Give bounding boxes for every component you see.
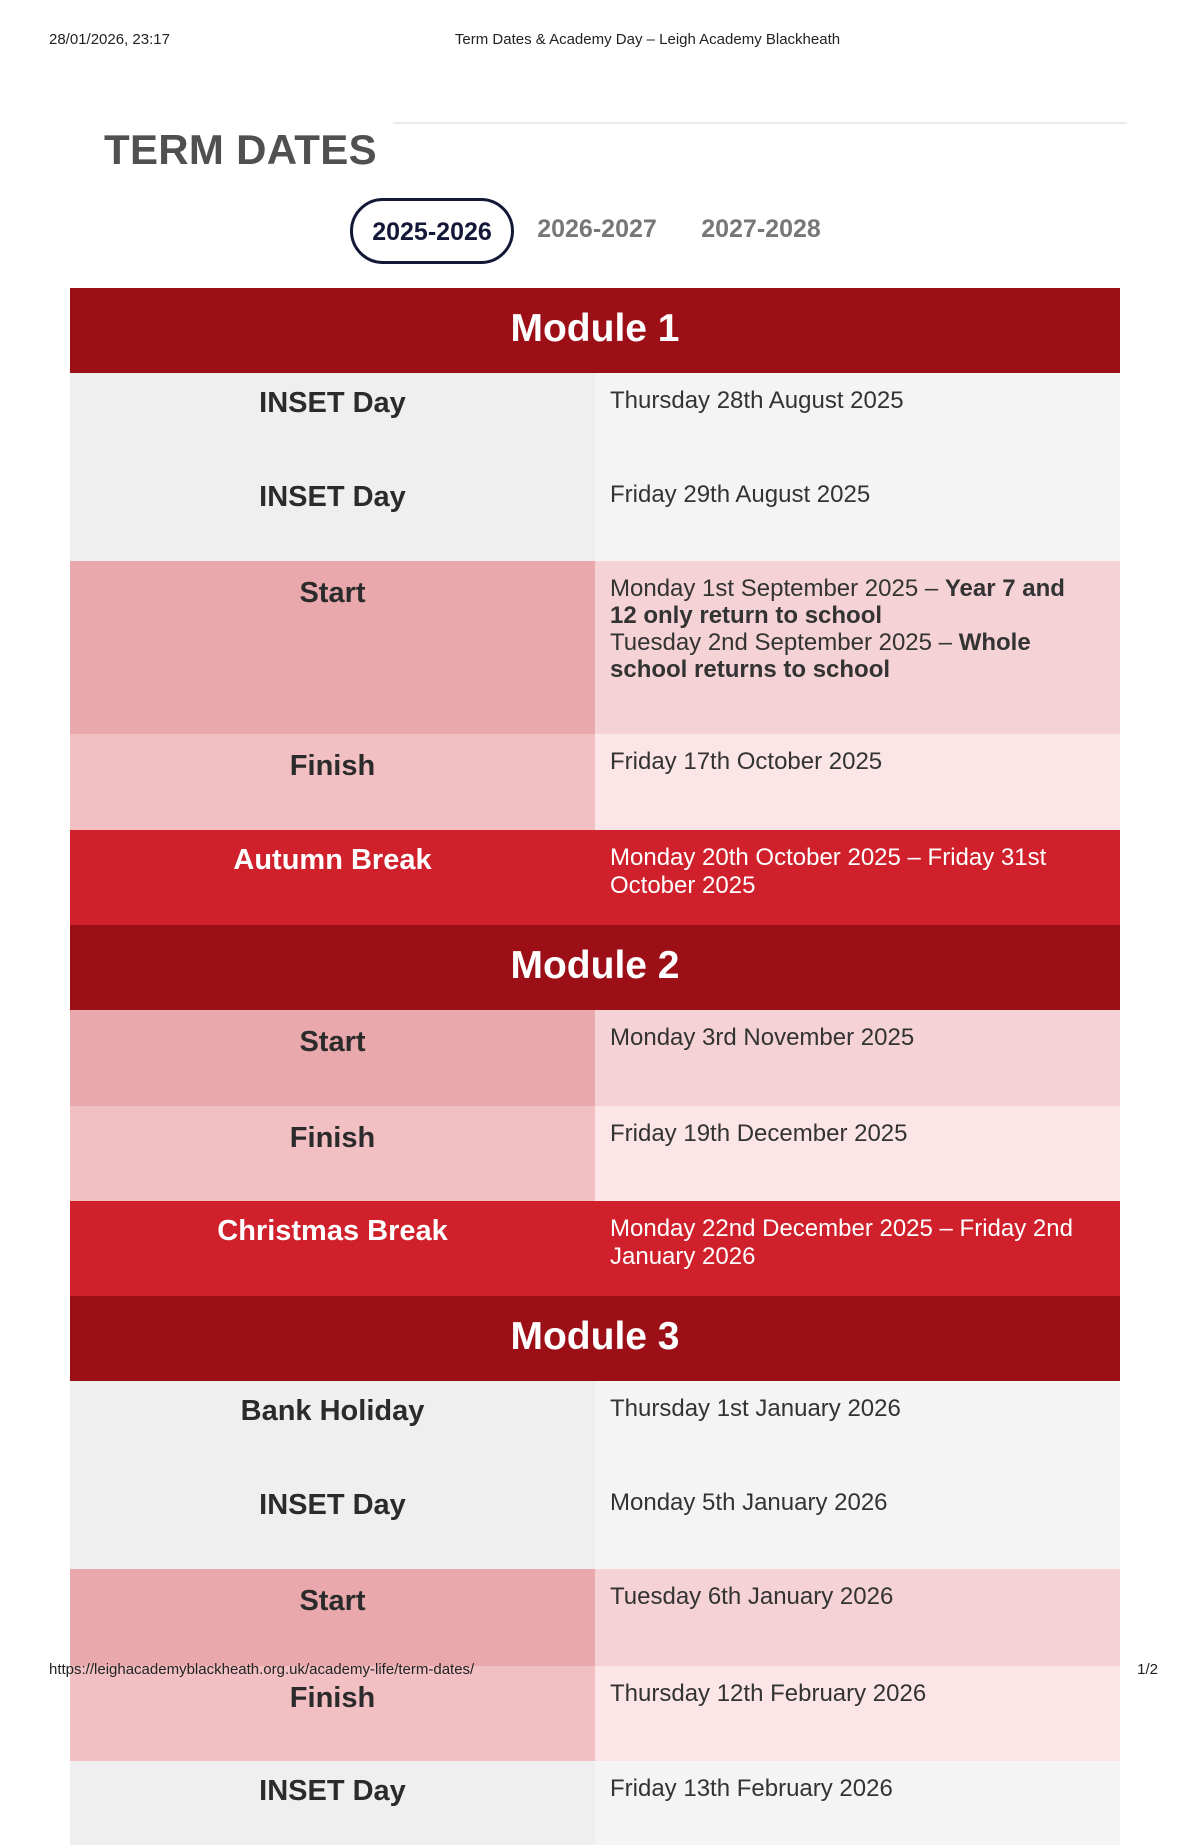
row-value-line [610,575,1098,629]
row-value: Friday 29th August 2025 [595,467,1120,561]
row-value: Monday 22nd December 2025 – Friday 2nd January 2026 [595,1201,1120,1296]
value-text: Tuesday 2nd September 2025 – [610,629,959,656]
row-value: Friday 19th December 2025 [595,1106,1120,1201]
table-row [70,1106,1120,1201]
row-label: Bank Holiday [70,1381,595,1475]
table-row [70,467,1120,561]
tab-2025-2026[interactable]: 2025-2026 [350,198,514,264]
value-emphasis: Year 7 and 12 only return to school [610,575,1065,629]
print-datetime: 28/01/2026, 23:17 [49,31,170,48]
row-label: Finish [70,1666,595,1761]
row-value: Monday 5th January 2026 [595,1475,1120,1569]
module-title: Module 3 [70,1296,1120,1381]
row-value: Tuesday 6th January 2026 [595,1569,1120,1666]
tab-2026-2027[interactable]: 2026-2027 [537,215,657,243]
row-label: Start [70,1569,595,1666]
row-value-line [610,629,1098,683]
table-row [70,1569,1120,1666]
module-title: Module 2 [70,925,1120,1010]
row-label: INSET Day [70,1761,595,1845]
row-value: Friday 17th October 2025 [595,734,1120,830]
page-title: TERM DATES [104,126,377,173]
table-row [70,1201,1120,1296]
print-page-title: Term Dates & Academy Day – Leigh Academy Blackheath [454,31,841,48]
module-header [70,1296,1120,1381]
header-divider [393,122,1127,124]
row-label: Autumn Break [70,830,595,925]
row-label: Finish [70,734,595,830]
table-row [70,1761,1120,1845]
module-title: Module 1 [70,288,1120,373]
module-header [70,288,1120,373]
tab-2027-2028[interactable]: 2027-2028 [701,215,821,243]
row-value: Monday 3rd November 2025 [595,1010,1120,1106]
row-value: Friday 13th February 2026 [595,1761,1120,1845]
value-text: Monday 1st September 2025 – [610,575,945,602]
row-value: Thursday 12th February 2026 [595,1666,1120,1761]
print-page-number: 1/2 [1137,1661,1158,1678]
value-emphasis: Whole school returns to school [610,629,1031,683]
year-tabs [0,198,1200,264]
table-row [70,734,1120,830]
row-label: Christmas Break [70,1201,595,1296]
row-value [595,561,1120,734]
table-row [70,373,1120,467]
table-row [70,561,1120,734]
term-dates-table [70,288,1120,1845]
table-row [70,1010,1120,1106]
table-row [70,1381,1120,1475]
row-value: Thursday 28th August 2025 [595,373,1120,467]
print-header [0,30,1200,50]
print-footer [0,1661,1200,1681]
row-label: INSET Day [70,1475,595,1569]
row-label: INSET Day [70,373,595,467]
module-header [70,925,1120,1010]
row-value: Monday 20th October 2025 – Friday 31st October 2025 [595,830,1120,925]
row-label: Finish [70,1106,595,1201]
row-value: Thursday 1st January 2026 [595,1381,1120,1475]
row-label: Start [70,561,595,734]
print-url: https://leighacademyblackheath.org.uk/academy-life/term-dates/ [49,1661,475,1678]
table-row [70,1475,1120,1569]
table-row [70,830,1120,925]
row-label: INSET Day [70,467,595,561]
row-label: Start [70,1010,595,1106]
